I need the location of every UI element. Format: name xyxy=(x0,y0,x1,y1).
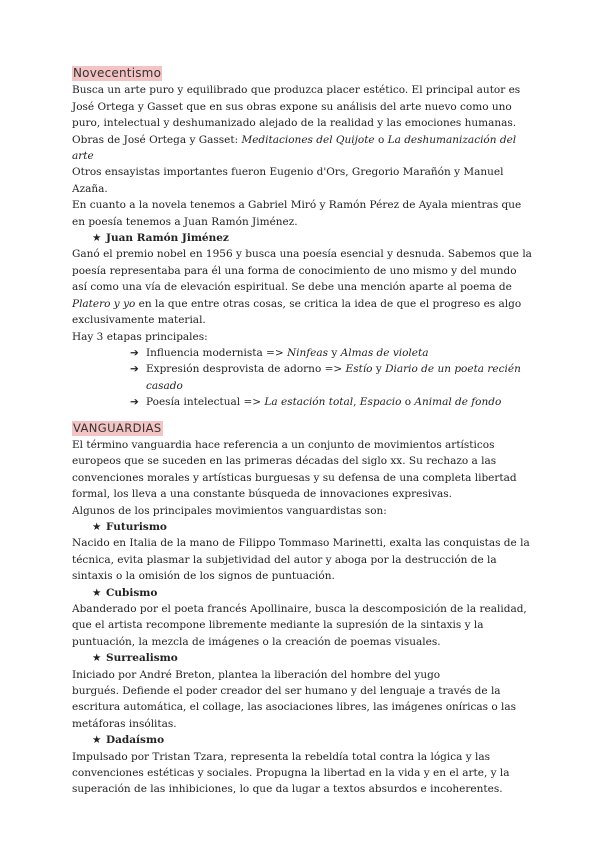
star-icon: ★ xyxy=(92,652,102,665)
star-icon: ★ xyxy=(92,734,102,747)
star-icon: ★ xyxy=(92,232,102,245)
vanguardias-heading: VANGUARDIAS xyxy=(73,420,162,435)
novecentismo-heading: Novecentismo xyxy=(73,66,162,80)
ortega-works: Obras de José Ortega y Gasset: Meditaciones del Quijote o La deshumanización del arte xyxy=(72,133,517,163)
section-gap xyxy=(72,411,532,421)
list-item: ➔ Poesía intelectual => La estación total, Espacio o Animal de fondo xyxy=(130,394,532,410)
star-icon: ★ xyxy=(92,520,102,533)
arrow-icon: ➔ xyxy=(130,396,139,409)
novecentismo-paragraph: Busca un arte puro y equilibrado que produzca placer estético. El principal autor es José Ortega y Gasset que en sus obras expone su análisis del arte nuevo como uno puro, intelectual y deshumanizado alejado de la realidad y las emociones humanas. xyxy=(72,84,521,130)
stages-list xyxy=(72,345,532,411)
futurismo-title: ★ Futurismo xyxy=(92,519,532,535)
list-item: ➔ Influencia modernista => Ninfeas y Almas de violeta xyxy=(130,345,532,361)
cubismo-paragraph: Abanderado por el poeta francés Apollinaire, busca la descomposición de la realidad, que el artista recompone libremente mediante la supresión de la sintaxis y la puntuación, la mezcla de imágenes o la creación de poemas visuales. xyxy=(72,603,527,648)
jrj-title: ★ Juan Ramón Jiménez xyxy=(92,230,532,246)
list-item: ➔ Expresión desprovista de adorno => Estío y Diario de un poeta recién casado xyxy=(130,363,521,392)
novel-poetry-paragraph: En cuanto a la novela tenemos a Gabriel Miró y Ramón Pérez de Ayala mientras que en poesía tenemos a Juan Ramón Jiménez. xyxy=(72,199,522,228)
stages-intro: Hay 3 etapas principales: xyxy=(72,330,208,343)
movements-intro: Algunos de los principales movimientos vanguardistas son: xyxy=(72,504,387,517)
document-page xyxy=(72,66,532,798)
cubismo-title: ★ Cubismo xyxy=(92,585,532,601)
star-icon: ★ xyxy=(92,586,102,599)
surrealismo-paragraph: burgués. Defiende el poder creador del ser humano y del lenguaje a través de la escritura automática, el collage, las asociaciones libres, las imágenes oníricas o las metáforas insólitas. xyxy=(72,685,517,730)
futurismo-paragraph: Nacido en Italia de la mano de Filippo Tommaso Marinetti, exalta las conquistas de la técnica, evita plasmar la subjetividad del autor y aboga por la destrucción de la sintaxis o la omisión de los signos de puntuación. xyxy=(72,537,530,583)
vanguardias-paragraph: El término vanguardia hace referencia a un conjunto de movimientos artísticos europeos que se suceden en las primeras décadas del siglo xx. Su rechazo a las convenciones morales y artísticas burguesas y su defensa de una completa libertad formal, los lleva a una constante búsqueda de innovaciones expresivas. xyxy=(72,438,517,501)
surrealismo-line1: Iniciado por André Breton, plantea la liberación del hombre del yugo xyxy=(72,668,441,681)
jrj-paragraph: Ganó el premio nobel en 1956 y busca una poesía esencial y desnuda. Sabemos que la poesía representaba para él una forma de conocimiento de uno mismo y del mundo así como una vía de elevación espiritual. Se debe una mención aparte al poema de Platero y yo en la que entre otras cosas, se critica la idea de que el progreso es algo exclusivamente material. xyxy=(72,248,532,327)
surrealismo-title: ★ Surrealismo xyxy=(92,650,532,666)
arrow-icon: ➔ xyxy=(130,363,139,376)
arrow-icon: ➔ xyxy=(130,346,139,359)
dadaismo-paragraph: Impulsado por Tristan Tzara, representa la rebeldía total contra la lógica y las convenciones estéticas y sociales. Propugna la libertad en la vida y en el arte, y la superación de las inhibiciones, lo que da lugar a textos absurdos e incoherentes. xyxy=(72,750,510,796)
dadaismo-title: ★ Dadaísmo xyxy=(92,732,532,748)
essayists-paragraph: Otros ensayistas importantes fueron Eugenio d'Ors, Gregorio Marañón y Manuel Azaña. xyxy=(72,166,504,195)
